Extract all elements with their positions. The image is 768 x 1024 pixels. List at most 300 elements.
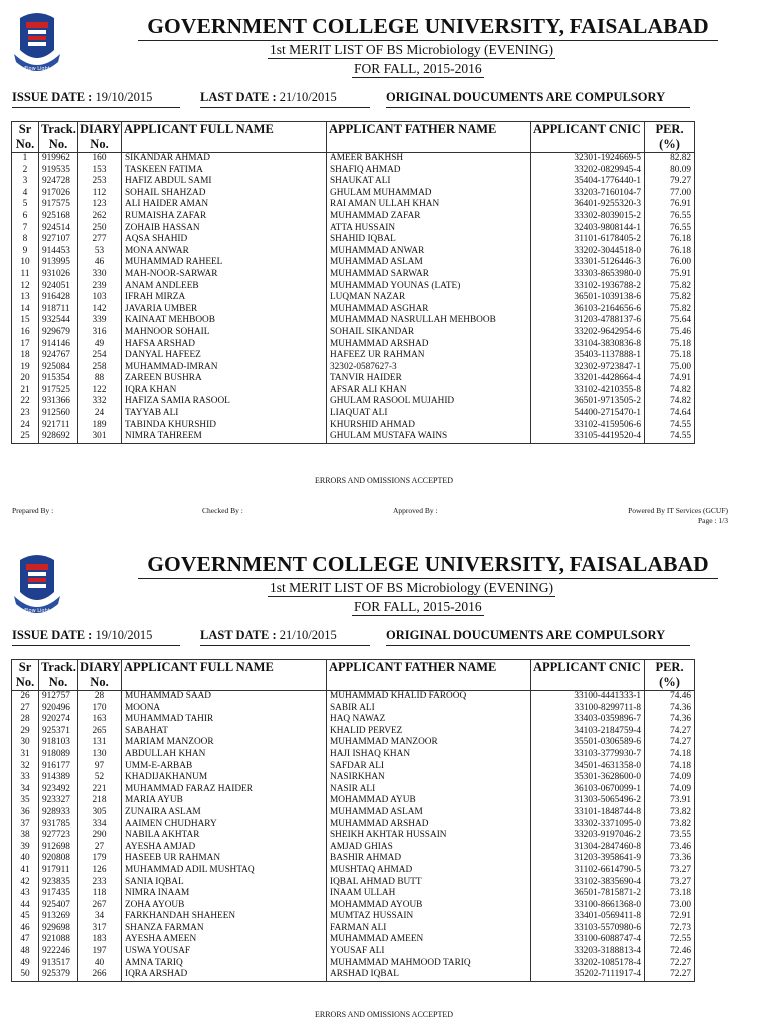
cell-father-name: RAI AMAN ULLAH KHAN [327, 199, 531, 211]
cell-track-no: 917525 [39, 385, 78, 397]
table-row [12, 431, 695, 443]
cell-father-name: SAFDAR ALI [327, 761, 531, 773]
col-sr-no: Sr No. [12, 122, 39, 153]
cell-diary-no: 250 [78, 223, 122, 235]
cell-sr-no: 14 [12, 304, 39, 316]
cell-cnic: 33103-3779930-7 [531, 749, 645, 761]
cell-applicant-name: AAIMEN CHUDHARY [122, 819, 327, 831]
cell-diary-no: 262 [78, 211, 122, 223]
cell-father-name: SOHAIL SIKANDAR [327, 327, 531, 339]
table-row [12, 726, 695, 738]
cell-applicant-name: AQSA SHAHID [122, 234, 327, 246]
cell-cnic: 33203-9197046-2 [531, 830, 645, 842]
cell-applicant-name: MUHAMMAD FARAZ HAIDER [122, 784, 327, 796]
col-percentage: PER. (%) [645, 660, 695, 691]
cell-sr-no: 27 [12, 703, 39, 715]
cell-cnic: 34103-2184759-4 [531, 726, 645, 738]
table-row [12, 373, 695, 385]
cell-father-name: MUHAMMAD ASLAM [327, 807, 531, 819]
cell-father-name: BASHIR AHMAD [327, 853, 531, 865]
cell-sr-no: 41 [12, 865, 39, 877]
table-row [12, 911, 695, 923]
col-diary-no: DIARY No. [78, 122, 122, 153]
cell-track-no: 925084 [39, 362, 78, 374]
cell-diary-no: 254 [78, 350, 122, 362]
cell-cnic: 33403-0359896-7 [531, 714, 645, 726]
cell-percentage: 73.36 [645, 853, 695, 865]
cell-diary-no: 330 [78, 269, 122, 281]
cell-diary-no: 218 [78, 795, 122, 807]
cell-diary-no: 34 [78, 911, 122, 923]
cell-percentage: 74.27 [645, 737, 695, 749]
cell-diary-no: 189 [78, 420, 122, 432]
cell-diary-no: 305 [78, 807, 122, 819]
col-applicant-name: APPLICANT FULL NAME [122, 122, 327, 153]
cell-applicant-name: SABAHAT [122, 726, 327, 738]
cell-sr-no: 24 [12, 420, 39, 432]
cell-diary-no: 130 [78, 749, 122, 761]
table-row [12, 385, 695, 397]
cell-percentage: 74.55 [645, 431, 695, 443]
cell-applicant-name: NIMRA TAHREEM [122, 431, 327, 443]
table-row [12, 946, 695, 958]
table-row [12, 761, 695, 773]
cell-cnic: 33202-3044518-0 [531, 246, 645, 258]
cell-percentage: 73.82 [645, 819, 695, 831]
cell-track-no: 914389 [39, 772, 78, 784]
cell-sr-no: 32 [12, 761, 39, 773]
cell-diary-no: 290 [78, 830, 122, 842]
cell-sr-no: 23 [12, 408, 39, 420]
cell-father-name: FARMAN ALI [327, 923, 531, 935]
cell-track-no: 914453 [39, 246, 78, 258]
cell-diary-no: 153 [78, 165, 122, 177]
cell-diary-no: 28 [78, 691, 122, 703]
table-row [12, 819, 695, 831]
last-date: LAST DATE : 21/10/2015 [200, 90, 370, 108]
cell-cnic: 33302-3371095-0 [531, 819, 645, 831]
cell-cnic: 33202-0829945-4 [531, 165, 645, 177]
cell-diary-no: 126 [78, 865, 122, 877]
cell-sr-no: 11 [12, 269, 39, 281]
cell-cnic: 36401-9255320-3 [531, 199, 645, 211]
cell-cnic: 34501-4631358-0 [531, 761, 645, 773]
cell-sr-no: 31 [12, 749, 39, 761]
cell-percentage: 73.18 [645, 888, 695, 900]
cell-track-no: 912698 [39, 842, 78, 854]
cell-diary-no: 258 [78, 362, 122, 374]
table-row [12, 784, 695, 796]
cell-applicant-name: SANIA IQBAL [122, 877, 327, 889]
cell-diary-no: 49 [78, 339, 122, 351]
cell-sr-no: 37 [12, 819, 39, 831]
cell-percentage: 74.55 [645, 420, 695, 432]
cell-track-no: 925379 [39, 969, 78, 981]
cell-applicant-name: IFRAH MIRZA [122, 292, 327, 304]
cell-cnic: 33201-4428664-4 [531, 373, 645, 385]
cell-track-no: 916428 [39, 292, 78, 304]
cell-applicant-name: NIMRA INAAM [122, 888, 327, 900]
cell-diary-no: 233 [78, 877, 122, 889]
cell-diary-no: 122 [78, 385, 122, 397]
cell-diary-no: 118 [78, 888, 122, 900]
cell-sr-no: 9 [12, 246, 39, 258]
cell-sr-no: 36 [12, 807, 39, 819]
cell-sr-no: 50 [12, 969, 39, 981]
cell-percentage: 72.55 [645, 934, 695, 946]
cell-applicant-name: SIKANDAR AHMAD [122, 153, 327, 165]
cell-applicant-name: KAINAAT MEHBOOB [122, 315, 327, 327]
cell-diary-no: 40 [78, 958, 122, 970]
cell-percentage: 74.36 [645, 703, 695, 715]
cell-applicant-name: MOONA [122, 703, 327, 715]
col-applicant-name: APPLICANT FULL NAME [122, 660, 327, 691]
table-row [12, 807, 695, 819]
cell-father-name: SABIR ALI [327, 703, 531, 715]
cell-percentage: 74.64 [645, 408, 695, 420]
cell-diary-no: 123 [78, 199, 122, 211]
cell-father-name: NASIRKHAN [327, 772, 531, 784]
cell-percentage: 76.55 [645, 211, 695, 223]
cell-cnic: 33203-3188813-4 [531, 946, 645, 958]
table-row [12, 350, 695, 362]
cell-applicant-name: RUMAISHA ZAFAR [122, 211, 327, 223]
cell-sr-no: 33 [12, 772, 39, 784]
cell-father-name: KHURSHID AHMAD [327, 420, 531, 432]
table-row [12, 246, 695, 258]
cell-percentage: 74.18 [645, 749, 695, 761]
cell-diary-no: 53 [78, 246, 122, 258]
table-row [12, 691, 695, 703]
cell-diary-no: 131 [78, 737, 122, 749]
cell-applicant-name: MARIA AYUB [122, 795, 327, 807]
cell-percentage: 75.82 [645, 281, 695, 293]
cell-track-no: 923835 [39, 877, 78, 889]
cell-track-no: 917911 [39, 865, 78, 877]
cell-sr-no: 1 [12, 153, 39, 165]
cell-percentage: 75.91 [645, 269, 695, 281]
cell-diary-no: 334 [78, 819, 122, 831]
cell-cnic: 33104-3830836-8 [531, 339, 645, 351]
svg-text:Flow Light: Flow Light [24, 608, 50, 614]
cell-cnic: 54400-2715470-1 [531, 408, 645, 420]
cell-percentage: 75.64 [645, 315, 695, 327]
cell-percentage: 76.00 [645, 257, 695, 269]
cell-father-name: SHEIKH AKHTAR HUSSAIN [327, 830, 531, 842]
cell-diary-no: 170 [78, 703, 122, 715]
cell-father-name: MUHAMMAD ANWAR [327, 246, 531, 258]
cell-sr-no: 16 [12, 327, 39, 339]
cell-applicant-name: IQRA KHAN [122, 385, 327, 397]
cell-track-no: 923327 [39, 795, 78, 807]
cell-father-name: NASIR ALI [327, 784, 531, 796]
cell-track-no: 917575 [39, 199, 78, 211]
cell-percentage: 75.82 [645, 304, 695, 316]
cell-diary-no: 301 [78, 431, 122, 443]
table-row [12, 900, 695, 912]
cell-track-no: 925407 [39, 900, 78, 912]
cell-cnic: 33102-3835690-4 [531, 877, 645, 889]
cell-track-no: 912757 [39, 691, 78, 703]
cell-cnic: 33105-4419520-4 [531, 431, 645, 443]
col-diary-no: DIARY No. [78, 660, 122, 691]
cell-percentage: 76.18 [645, 234, 695, 246]
cell-father-name: HAQ NAWAZ [327, 714, 531, 726]
cell-sr-no: 42 [12, 877, 39, 889]
table-row [12, 737, 695, 749]
cell-sr-no: 47 [12, 934, 39, 946]
cell-father-name: GHULAM MUSTAFA WAINS [327, 431, 531, 443]
cell-sr-no: 38 [12, 830, 39, 842]
cell-father-name: TANVIR HAIDER [327, 373, 531, 385]
cell-track-no: 918711 [39, 304, 78, 316]
table-row [12, 772, 695, 784]
col-father-name: APPLICANT FATHER NAME [327, 122, 531, 153]
cell-track-no: 923492 [39, 784, 78, 796]
cell-percentage: 75.82 [645, 292, 695, 304]
cell-percentage: 75.18 [645, 350, 695, 362]
cell-father-name: AMJAD GHIAS [327, 842, 531, 854]
cell-father-name: 32302-0587627-3 [327, 362, 531, 374]
approved-by: Approved By : [393, 506, 438, 515]
cell-sr-no: 45 [12, 911, 39, 923]
table-row [12, 830, 695, 842]
table-row [12, 211, 695, 223]
cell-track-no: 920496 [39, 703, 78, 715]
cell-cnic: 33102-4159506-6 [531, 420, 645, 432]
cell-sr-no: 6 [12, 211, 39, 223]
table-row [12, 292, 695, 304]
cell-cnic: 32403-9808144-1 [531, 223, 645, 235]
cell-father-name: HAJI ISHAQ KHAN [327, 749, 531, 761]
cell-percentage: 72.27 [645, 969, 695, 981]
table-row [12, 315, 695, 327]
cell-sr-no: 26 [12, 691, 39, 703]
cell-track-no: 917026 [39, 188, 78, 200]
issue-date: ISSUE DATE : 19/10/2015 [12, 628, 180, 646]
cell-applicant-name: FARKHANDAH SHAHEEN [122, 911, 327, 923]
table-row [12, 923, 695, 935]
cell-diary-no: 267 [78, 900, 122, 912]
university-title: GOVERNMENT COLLEGE UNIVERSITY, FAISALABAD [138, 552, 718, 579]
cell-percentage: 76.55 [645, 223, 695, 235]
cell-track-no: 917435 [39, 888, 78, 900]
cell-diary-no: 339 [78, 315, 122, 327]
cell-track-no: 929698 [39, 923, 78, 935]
cell-sr-no: 49 [12, 958, 39, 970]
cell-track-no: 916177 [39, 761, 78, 773]
cell-percentage: 76.18 [645, 246, 695, 258]
cell-percentage: 74.82 [645, 396, 695, 408]
cell-applicant-name: MUHAMMAD-IMRAN [122, 362, 327, 374]
cell-applicant-name: HAFIZA SAMIA RASOOL [122, 396, 327, 408]
cell-sr-no: 44 [12, 900, 39, 912]
cell-diary-no: 160 [78, 153, 122, 165]
cell-percentage: 76.91 [645, 199, 695, 211]
cell-sr-no: 40 [12, 853, 39, 865]
cell-cnic: 32302-9723847-1 [531, 362, 645, 374]
cell-applicant-name: TAYYAB ALI [122, 408, 327, 420]
cell-percentage: 72.91 [645, 911, 695, 923]
table-row [12, 304, 695, 316]
checked-by: Checked By : [202, 506, 243, 515]
cell-father-name: MUHAMMAD MANZOOR [327, 737, 531, 749]
table-row [12, 199, 695, 211]
cell-father-name: SHAUKAT ALI [327, 176, 531, 188]
cell-track-no: 918103 [39, 737, 78, 749]
cell-percentage: 73.55 [645, 830, 695, 842]
cell-diary-no: 142 [78, 304, 122, 316]
cell-father-name: LIAQUAT ALI [327, 408, 531, 420]
cell-applicant-name: ZUNAIRA ASLAM [122, 807, 327, 819]
cell-father-name: GHULAM RASOOL MUJAHID [327, 396, 531, 408]
table-row [12, 153, 695, 165]
cell-track-no: 931366 [39, 396, 78, 408]
cell-percentage: 75.46 [645, 327, 695, 339]
cell-father-name: MUHAMMAD NASRULLAH MEHBOOB [327, 315, 531, 327]
cell-diary-no: 197 [78, 946, 122, 958]
cell-applicant-name: HASEEB UR RAHMAN [122, 853, 327, 865]
cell-track-no: 931785 [39, 819, 78, 831]
cell-track-no: 925371 [39, 726, 78, 738]
cell-applicant-name: MUHAMMAD RAHEEL [122, 257, 327, 269]
cell-track-no: 921711 [39, 420, 78, 432]
table-row [12, 339, 695, 351]
cell-sr-no: 2 [12, 165, 39, 177]
cell-diary-no: 103 [78, 292, 122, 304]
cell-track-no: 912560 [39, 408, 78, 420]
cell-percentage: 74.18 [645, 761, 695, 773]
cell-cnic: 33202-9642954-6 [531, 327, 645, 339]
cell-cnic: 31203-3958641-9 [531, 853, 645, 865]
cell-percentage: 79.27 [645, 176, 695, 188]
cell-sr-no: 20 [12, 373, 39, 385]
cell-cnic: 33100-8661368-0 [531, 900, 645, 912]
cell-father-name: MUMTAZ HUSSAIN [327, 911, 531, 923]
cell-father-name: MUHAMMAD YOUNAS (LATE) [327, 281, 531, 293]
cell-track-no: 913517 [39, 958, 78, 970]
col-cnic: APPLICANT CNIC [531, 660, 645, 691]
cell-diary-no: 112 [78, 188, 122, 200]
cell-applicant-name: HAFIZ ABDUL SAMI [122, 176, 327, 188]
cell-father-name: AMEER BAKHSH [327, 153, 531, 165]
cell-diary-no: 52 [78, 772, 122, 784]
cell-percentage: 74.36 [645, 714, 695, 726]
cell-diary-no: 317 [78, 923, 122, 935]
cell-percentage: 74.91 [645, 373, 695, 385]
cell-applicant-name: IQRA ARSHAD [122, 969, 327, 981]
cell-sr-no: 29 [12, 726, 39, 738]
cell-sr-no: 8 [12, 234, 39, 246]
cell-percentage: 74.09 [645, 784, 695, 796]
cell-diary-no: 265 [78, 726, 122, 738]
col-father-name: APPLICANT FATHER NAME [327, 660, 531, 691]
cell-track-no: 920808 [39, 853, 78, 865]
merit-list-title: 1st MERIT LIST OF BS Microbiology (EVENING) [270, 580, 553, 595]
cell-father-name: MUHAMMAD ZAFAR [327, 211, 531, 223]
table-row [12, 865, 695, 877]
table-row [12, 969, 695, 981]
cell-sr-no: 19 [12, 362, 39, 374]
cell-sr-no: 17 [12, 339, 39, 351]
cell-applicant-name: ANAM ANDLEEB [122, 281, 327, 293]
cell-percentage: 72.46 [645, 946, 695, 958]
cell-father-name: SHAHID IQBAL [327, 234, 531, 246]
cell-diary-no: 163 [78, 714, 122, 726]
cell-applicant-name: ABDULLAH KHAN [122, 749, 327, 761]
cell-cnic: 35403-1137888-1 [531, 350, 645, 362]
cell-cnic: 33302-8039015-2 [531, 211, 645, 223]
cell-track-no: 913995 [39, 257, 78, 269]
col-percentage: PER. (%) [645, 122, 695, 153]
cell-diary-no: 221 [78, 784, 122, 796]
cell-applicant-name: NABILA AKHTAR [122, 830, 327, 842]
cell-sr-no: 22 [12, 396, 39, 408]
cell-percentage: 73.27 [645, 865, 695, 877]
cell-sr-no: 15 [12, 315, 39, 327]
cell-diary-no: 239 [78, 281, 122, 293]
cell-cnic: 33203-7160104-7 [531, 188, 645, 200]
cell-track-no: 924051 [39, 281, 78, 293]
cell-percentage: 74.82 [645, 385, 695, 397]
cell-sr-no: 25 [12, 431, 39, 443]
cell-applicant-name: ZAREEN BUSHRA [122, 373, 327, 385]
cell-father-name: INAAM ULLAH [327, 888, 531, 900]
cell-cnic: 31203-4788137-6 [531, 315, 645, 327]
cell-percentage: 73.91 [645, 795, 695, 807]
cell-applicant-name: ALI HAIDER AMAN [122, 199, 327, 211]
cell-cnic: 35404-1776440-1 [531, 176, 645, 188]
cell-percentage: 74.27 [645, 726, 695, 738]
cell-sr-no: 28 [12, 714, 39, 726]
cell-diary-no: 27 [78, 842, 122, 854]
table-row [12, 176, 695, 188]
cell-applicant-name: KHADIJAKHANUM [122, 772, 327, 784]
cell-sr-no: 10 [12, 257, 39, 269]
cell-cnic: 31102-6614790-5 [531, 865, 645, 877]
issue-date: ISSUE DATE : 19/10/2015 [12, 90, 180, 108]
cell-father-name: KHALID PERVEZ [327, 726, 531, 738]
table-row [12, 888, 695, 900]
university-crest-logo [12, 552, 62, 622]
merit-table-page-2 [11, 659, 695, 982]
table-row [12, 362, 695, 374]
table-row [12, 281, 695, 293]
cell-cnic: 33100-4441333-1 [531, 691, 645, 703]
cell-diary-no: 266 [78, 969, 122, 981]
table-row [12, 420, 695, 432]
cell-percentage: 72.27 [645, 958, 695, 970]
svg-text:Flow Light: Flow Light [24, 66, 50, 72]
cell-cnic: 35301-3628600-0 [531, 772, 645, 784]
cell-track-no: 920274 [39, 714, 78, 726]
cell-track-no: 924514 [39, 223, 78, 235]
table-row [12, 257, 695, 269]
university-crest-logo [12, 10, 62, 80]
cell-track-no: 924767 [39, 350, 78, 362]
cell-diary-no: 316 [78, 327, 122, 339]
cell-father-name: MUHAMMAD ASGHAR [327, 304, 531, 316]
cell-diary-no: 97 [78, 761, 122, 773]
cell-track-no: 915354 [39, 373, 78, 385]
cell-applicant-name: ZOHAIB HASSAN [122, 223, 327, 235]
merit-list-page-2 [0, 538, 768, 1024]
col-track-no: Track. No. [39, 122, 78, 153]
cell-percentage: 80.09 [645, 165, 695, 177]
cell-father-name: MOHAMMAD AYOUB [327, 900, 531, 912]
cell-percentage: 73.82 [645, 807, 695, 819]
cell-track-no: 925168 [39, 211, 78, 223]
